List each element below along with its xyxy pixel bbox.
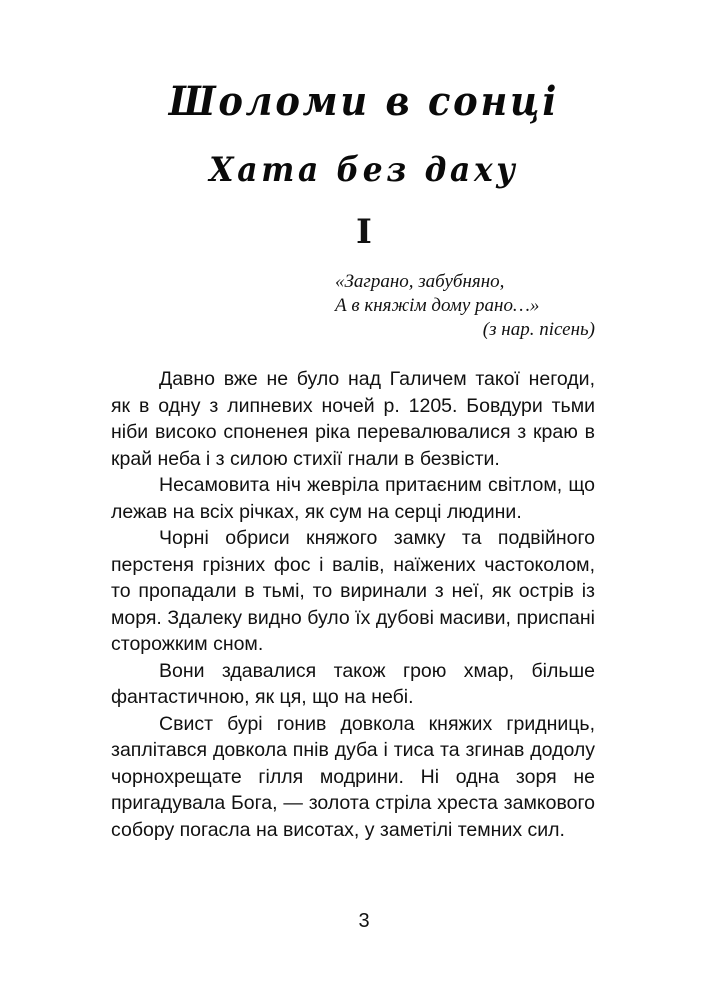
section-title: Хата без даху: [209, 150, 519, 190]
epigraph-line: «Заграно, забубняно,: [335, 271, 505, 292]
paragraph: Несамовита ніч жевріла притаєним світлом, що лежав на всіх річках, як сум на серці людини.: [111, 474, 595, 523]
paragraph: Чорні обриси княжого замку та подвійного перстеня грізних фос і валів, наїжених частоколом, то пропадали в тьмі, то виринали з неї, як острів із моря. Здалеку видно було їх дубові масиви, приспані сторожким сном.: [111, 527, 595, 655]
epigraph: [335, 270, 595, 342]
paragraph: Свист бурі гонив довкола княжих гридниць, заплітався довкола пнів дуба і тиса та згинав додолу чорнохрещате гілля модрини. Ні одна зоря не пригадувала Бога, — золота стріла хреста замкового собору погасла на висотах, у заметілі темних сил.: [111, 712, 595, 841]
epigraph-line: А в княжім дому рано…»: [335, 295, 540, 316]
body-text: [111, 366, 595, 843]
paragraph: Вони здавалися також грою хмар, більше фантастичною, як ця, що на небі.: [111, 659, 595, 708]
book-title: Шоломи в сонці: [168, 78, 560, 125]
epigraph-source: (з нар. пісень): [482, 319, 595, 340]
paragraph: Давно вже не було над Галичем такої негоди, як в одну з липневих ночей р. 1205. Бовдури тьми ніби високо споненея ріка перевалювалися з краю в край неба і з силою стихії гнали в безвісти.: [111, 368, 595, 470]
chapter-number: I: [356, 212, 372, 252]
page-number: 3: [358, 910, 370, 932]
